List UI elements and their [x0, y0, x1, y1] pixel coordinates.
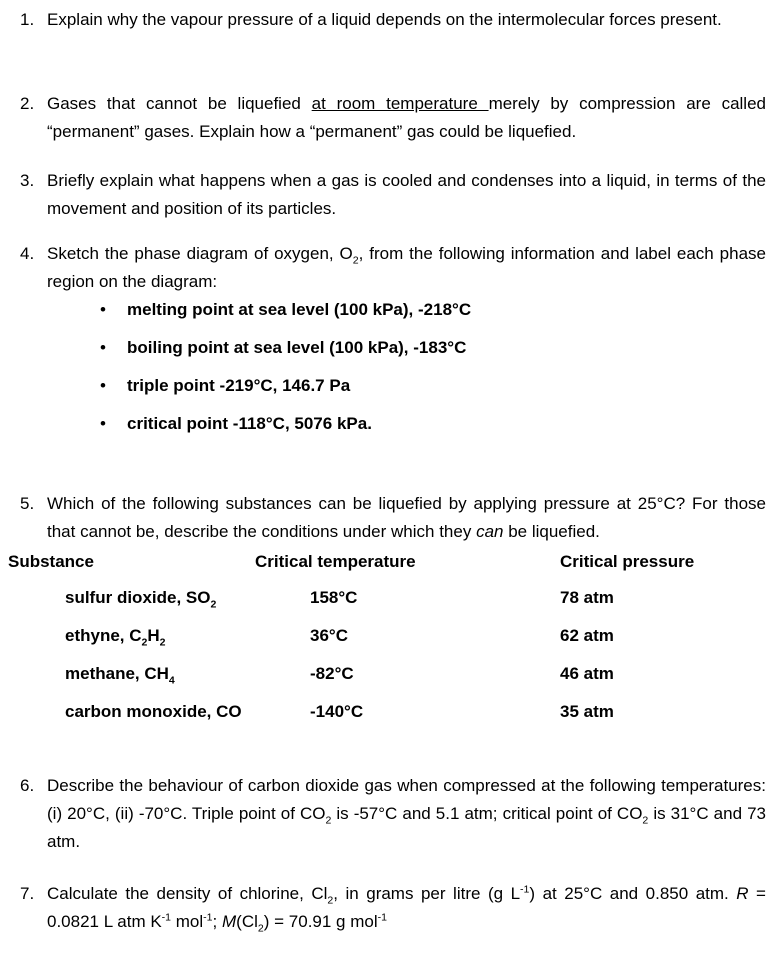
question-5: [20, 490, 766, 546]
cell-critical-temperature: 158°C: [310, 588, 358, 607]
bullet-item-boiling-point: [100, 334, 766, 362]
table-row-ethyne: [8, 622, 766, 650]
question-2-number: 2.: [20, 94, 35, 113]
cell-critical-temperature: -82°C: [310, 664, 354, 683]
question-4-number: 4.: [20, 244, 35, 263]
cell-critical-temperature: -140°C: [310, 702, 364, 721]
table-header-critical-temperature: Critical temperature: [255, 552, 416, 571]
bullet-text: boiling point at sea level (100 kPa), -183°C: [127, 338, 467, 357]
cell-substance: methane, $CH_4$: [65, 664, 175, 687]
bullet-icon: •: [100, 300, 106, 319]
bullet-text: critical point -118°C, 5076 kPa.: [127, 414, 372, 433]
table-header-row: [8, 548, 766, 576]
question-5-number: 5.: [20, 494, 35, 513]
cell-substance: carbon monoxide, CO: [65, 702, 242, 721]
substances-table: [8, 548, 766, 726]
question-2-text: Gases that cannot be liquefied at room temperature merely by compression are called “permanent” gases. Explain how a “permanent” gas could be liquefied.: [47, 94, 766, 141]
cell-critical-pressure: 46 atm: [560, 664, 614, 683]
cell-substance: ethyne, $C_2H_2$: [65, 626, 166, 649]
question-2: [20, 90, 766, 146]
cell-critical-temperature: 36°C: [310, 626, 348, 645]
bullet-item-melting-point: [100, 296, 766, 324]
bullet-text: melting point at sea level (100 kPa), -218°C: [127, 300, 472, 319]
question-1-text: Explain why the vapour pressure of a liquid depends on the intermolecular forces present.: [47, 10, 722, 29]
bullet-icon: •: [100, 376, 106, 395]
question-4: [20, 240, 766, 448]
question-6-number: 6.: [20, 776, 35, 795]
cell-critical-pressure: 78 atm: [560, 588, 614, 607]
bullet-item-critical-point: [100, 410, 766, 438]
question-7: [20, 880, 766, 936]
table-row-methane: [8, 660, 766, 688]
question-3: [20, 167, 766, 223]
question-1-number: 1.: [20, 10, 35, 29]
cell-critical-pressure: 35 atm: [560, 702, 614, 721]
bullet-text: triple point -219°C, 146.7 Pa: [127, 376, 351, 395]
question-6-text: Describe the behaviour of carbon dioxide gas when compressed at the following temperatures: (i) 20°C, (ii) -70°C. Triple point of $CO_2$ is -57°C and 5.1 atm; critical point of $CO_2$ is 31°C and 73 atm.: [47, 776, 766, 851]
cell-critical-pressure: 62 atm: [560, 626, 614, 645]
question-7-text: Calculate the density of chlorine, $Cl_2$, in grams per litre (g $L^{-1}$) at 25°C and 0.850 atm. R = 0.0821 L atm $K^{-1}$ mol$^{-1}$; $M(Cl_2) = 70.91$ g mol$^{-1}$: [47, 883, 766, 935]
bullet-icon: •: [100, 414, 106, 433]
question-1: [20, 6, 766, 34]
question-3-text: Briefly explain what happens when a gas is cooled and condenses into a liquid, in terms of the movement and position of its particles.: [47, 171, 766, 218]
question-6: [20, 772, 766, 856]
table-header-substance: Substance: [8, 552, 94, 571]
question-4-bullet-list: [47, 296, 766, 438]
bullet-icon: •: [100, 338, 106, 357]
bullet-item-triple-point: [100, 372, 766, 400]
cell-substance: sulfur dioxide, $SO_2$: [65, 588, 217, 611]
question-4-text: Sketch the phase diagram of oxygen, $O_2$, from the following information and label each phase region on the diagram:: [47, 244, 766, 291]
question-5-text: Which of the following substances can be liquefied by applying pressure at 25°C? For those that cannot be, describe the conditions under which they can be liquefied.: [47, 494, 766, 541]
table-row-sulfur-dioxide: [8, 584, 766, 612]
table-header-critical-pressure: Critical pressure: [560, 552, 695, 571]
table-row-carbon-monoxide: [8, 698, 766, 726]
question-3-number: 3.: [20, 171, 35, 190]
question-7-number: 7.: [20, 884, 35, 903]
